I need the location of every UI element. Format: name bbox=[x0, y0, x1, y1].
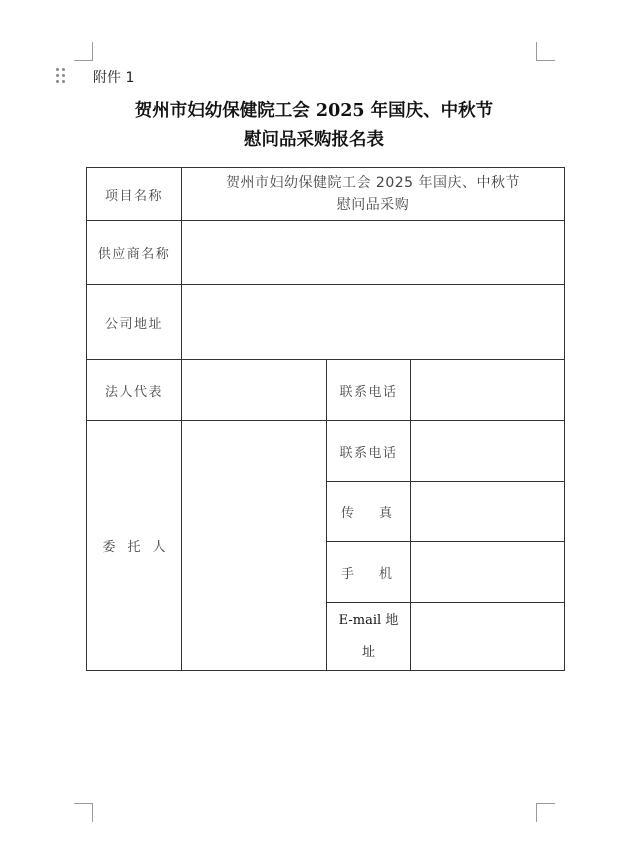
email-field[interactable] bbox=[411, 603, 565, 671]
delegate-label: 委托人 bbox=[87, 421, 182, 671]
company-address-label: 公司地址 bbox=[87, 285, 182, 360]
row-delegate-phone bbox=[87, 421, 565, 482]
row-legal-representative bbox=[87, 360, 565, 421]
mobile-field[interactable] bbox=[411, 542, 565, 603]
attachment-label: 附件 1 bbox=[93, 70, 135, 86]
row-project-name bbox=[87, 168, 565, 221]
fax-label: 传 真 bbox=[327, 482, 411, 542]
registration-form-table bbox=[86, 167, 565, 671]
delegate-phone-field[interactable] bbox=[411, 421, 565, 482]
supplier-name-label: 供应商名称 bbox=[87, 221, 182, 285]
legal-rep-label: 法人代表 bbox=[87, 360, 182, 421]
delegate-name-field[interactable] bbox=[182, 421, 327, 671]
crop-mark-bottom-right bbox=[536, 803, 555, 822]
legal-rep-field[interactable] bbox=[182, 360, 327, 421]
company-address-field[interactable] bbox=[182, 285, 565, 360]
project-name-line1: 贺州市妇幼保健院工会 2025 年国庆、中秋节 bbox=[225, 175, 521, 191]
crop-mark-top-left bbox=[74, 42, 93, 61]
project-name-label: 项目名称 bbox=[87, 168, 182, 221]
project-name-value[interactable] bbox=[182, 168, 565, 221]
document-title-line1: 贺州市妇幼保健院工会 2025 年国庆、中秋节 bbox=[134, 101, 494, 121]
crop-mark-bottom-left bbox=[74, 803, 93, 822]
email-label: E-mail 地 址 bbox=[327, 603, 411, 671]
supplier-name-field[interactable] bbox=[182, 221, 565, 285]
fax-field[interactable] bbox=[411, 482, 565, 542]
row-company-address bbox=[87, 285, 565, 360]
row-supplier-name bbox=[87, 221, 565, 285]
drag-handle-icon[interactable] bbox=[56, 68, 66, 84]
project-name-line2: 慰问品采购 bbox=[336, 197, 410, 213]
crop-mark-top-right bbox=[536, 42, 555, 61]
delegate-phone-label: 联系电话 bbox=[327, 421, 411, 482]
document-title-line2: 慰问品采购报名表 bbox=[244, 130, 384, 150]
contact-phone-field[interactable] bbox=[411, 360, 565, 421]
mobile-label: 手 机 bbox=[327, 542, 411, 603]
contact-phone-label: 联系电话 bbox=[327, 360, 411, 421]
